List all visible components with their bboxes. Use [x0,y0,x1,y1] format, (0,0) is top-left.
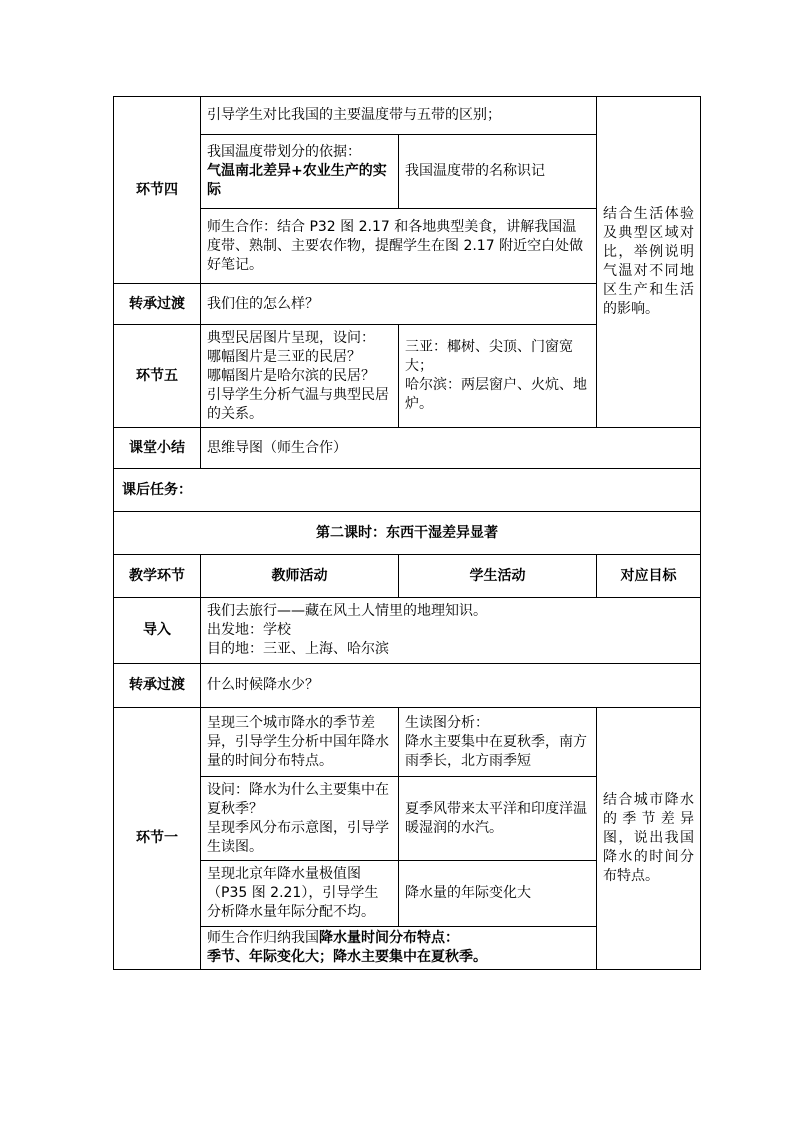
env5-student-text: 三亚：椰树、尖顶、门窗宽大； 哈尔滨：两层窗户、火炕、地炉。 [399,325,597,428]
env1-r3-teacher: 呈现北京年降水量极值图（P35 图 2.21），引导学生分析降水量年际分配不均。 [201,861,399,927]
intro-text: 我们去旅行——藏在风土人情里的地理知识。 出发地：学校 目的地：三亚、上海、哈尔滨 [201,598,701,664]
homework-label: 课后任务： [114,469,701,512]
env4-row1-text: 引导学生对比我国的主要温度带与五带的区别； [201,97,597,135]
transition2-text: 什么时候降水少？ [201,664,701,708]
transition1-label: 转承过渡 [114,284,201,325]
env1-r2-student: 夏季风带来太平洋和印度洋温暖湿润的水汽。 [399,777,597,861]
env4-label: 环节四 [114,97,201,284]
header-goal: 对应目标 [597,555,701,598]
env1-label: 环节一 [114,708,201,970]
summary-text: 思维导图（师生合作） [201,428,701,469]
header-student: 学生活动 [399,555,597,598]
env4-basis-prefix: 我国温度带划分的依据： [207,144,361,160]
env1-r4-bold1: 降水量时间分布特点： [319,930,459,946]
precipitation-goal: 结合城市降水的季节差异图，说出我国降水的时间分布特点。 [597,708,701,970]
env4-basis-cell [201,135,399,209]
env1-r2-teacher: 设问：降水为什么主要集中在夏秋季？ 呈现季风分布示意图，引导学生读图。 [201,777,399,861]
temperature-goal: 结合生活体验及典型区域对比，举例说明气温对不同地区生产和生活的影响。 [597,97,701,428]
transition1-text: 我们住的怎么样？ [201,284,597,325]
lesson-plan-table [113,96,701,970]
env1-r1-teacher: 呈现三个城市降水的季节差异，引导学生分析中国年降水量的时间分布特点。 [201,708,399,777]
transition2-label: 转承过渡 [114,664,201,708]
header-teacher: 教师活动 [201,555,399,598]
env1-r4-bold2: 季节、年际变化大；降水主要集中在夏秋季。 [207,949,487,965]
env5-label: 环节五 [114,325,201,428]
header-stage: 教学环节 [114,555,201,598]
lesson2-title: 第二课时：东西干湿差异显著 [114,512,701,555]
intro-label: 导入 [114,598,201,664]
env1-r1-student: 生读图分析： 降水主要集中在夏秋季，南方雨季长，北方雨季短 [399,708,597,777]
summary-label: 课堂小结 [114,428,201,469]
env1-r4-prefix: 师生合作归纳我国 [207,930,319,946]
env5-teacher-text: 典型民居图片呈现，设问： 哪幅图片是三亚的民居？ 哪幅图片是哈尔滨的民居？ 引导学生分析气温与典型民居的关系。 [201,325,399,428]
env1-r3-student: 降水量的年际变化大 [399,861,597,927]
env4-student-text: 我国温度带的名称识记 [399,135,597,209]
env1-r4-cell [201,927,597,970]
env4-row3-text: 师生合作：结合 P32 图 2.17 和各地典型美食，讲解我国温度带、熟制、主要农作物，提醒学生在图 2.17 附近空白处做好笔记。 [201,209,597,284]
env4-basis-bold: 气温南北差异+农业生产的实际 [207,163,387,198]
